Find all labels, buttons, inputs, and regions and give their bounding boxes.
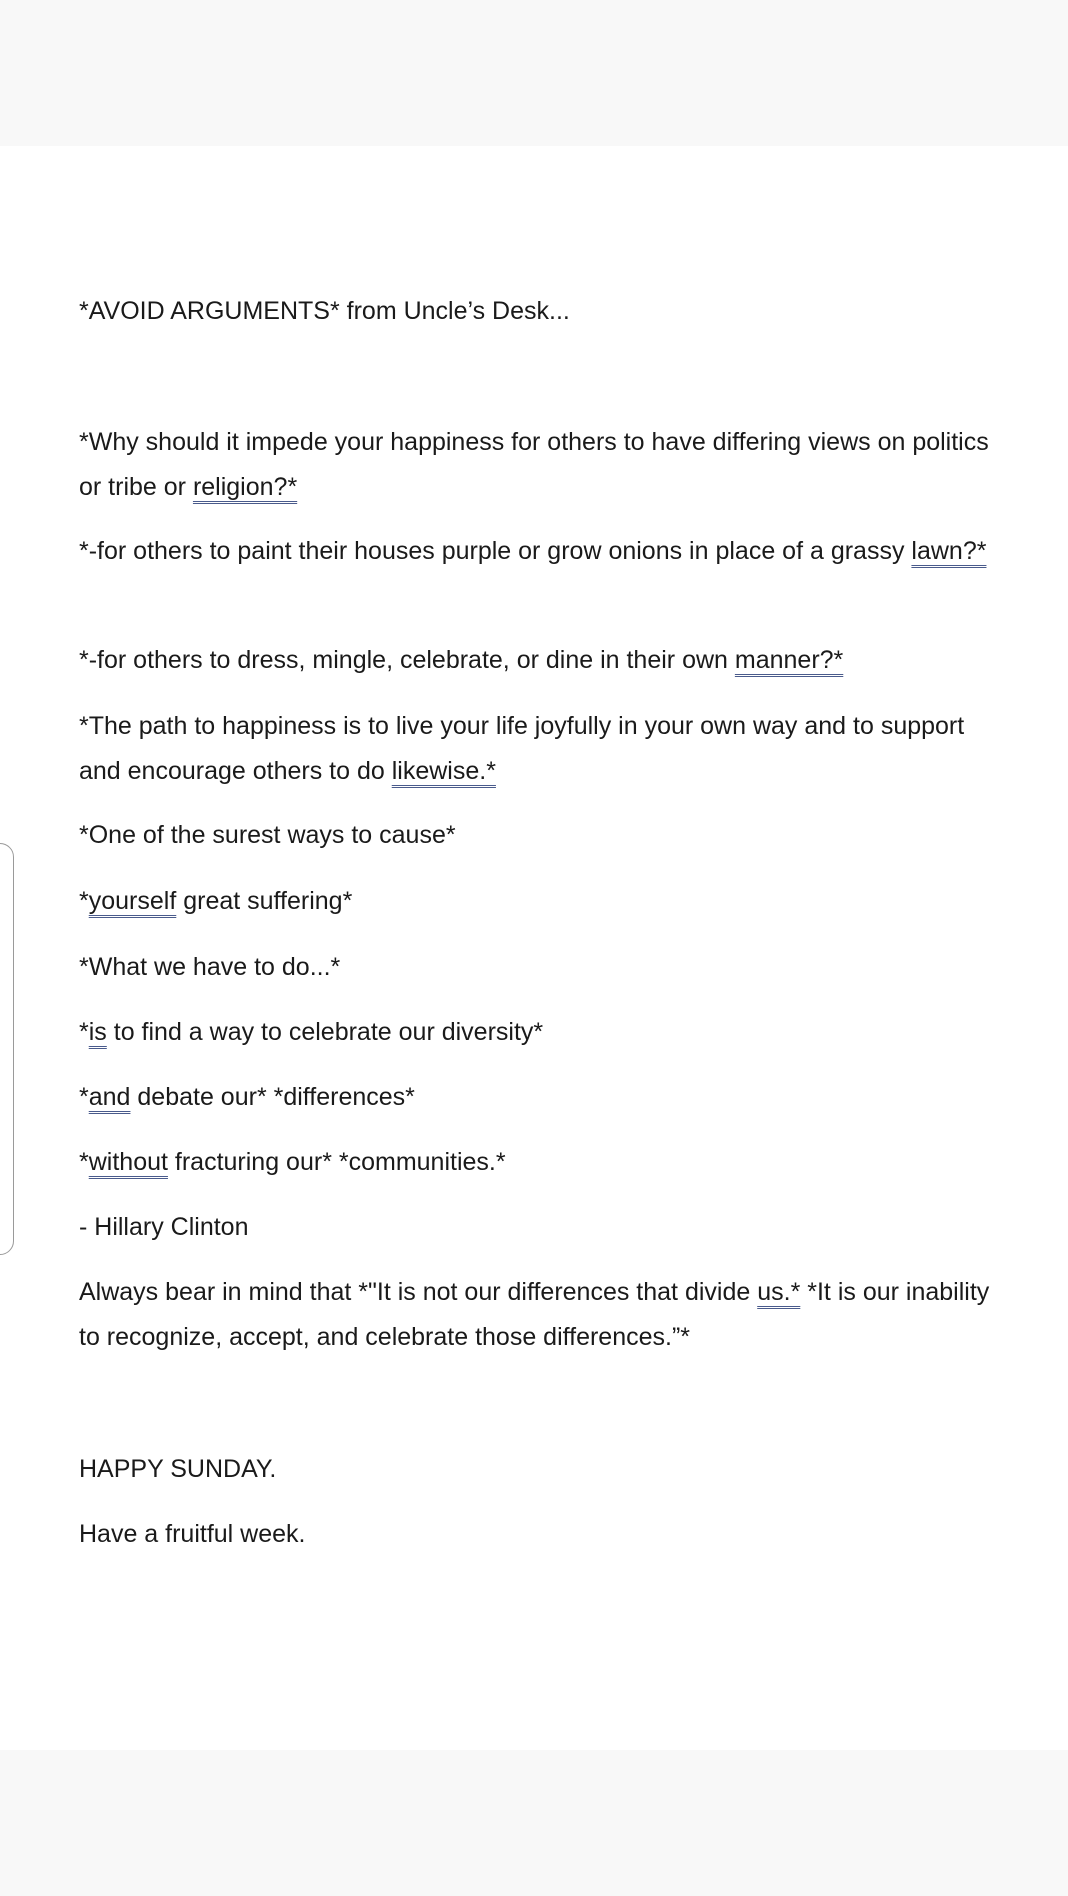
paragraph-1: *Why should it impede your happiness for others to have differing views on politics or tribe or religion?*: [79, 428, 989, 501]
paragraph-6: *yourself great suffering*: [79, 887, 353, 915]
spellcheck-word: and: [88, 1083, 131, 1111]
closing-greeting: HAPPY SUNDAY.: [79, 1455, 277, 1483]
top-margin: [0, 0, 1068, 146]
bottom-margin: [0, 1750, 1068, 1896]
spellcheck-word: likewise.*: [391, 757, 496, 785]
closing-wish: Have a fruitful week.: [79, 1520, 306, 1548]
document-heading: *AVOID ARGUMENTS* from Uncle’s Desk...: [79, 297, 570, 325]
spellcheck-word: religion?*: [192, 473, 298, 501]
spellcheck-word: us.*: [757, 1278, 801, 1306]
spellcheck-word: manner?*: [734, 646, 844, 674]
paragraph-10: *without fracturing our* *communities.*: [79, 1148, 506, 1176]
spellcheck-word: lawn?*: [911, 537, 987, 565]
paragraph-12: Always bear in mind that *"It is not our differences that divide us.* *It is our inability to recognize, accept, and celebrate those differences.”*: [79, 1278, 990, 1351]
paragraph-2: *-for others to paint their houses purple or grow onions in place of a grassy lawn?*: [79, 537, 987, 565]
paragraph-3: *-for others to dress, mingle, celebrate, or dine in their own manner?*: [79, 646, 844, 674]
quote-attribution: - Hillary Clinton: [79, 1213, 249, 1241]
spellcheck-word: yourself: [88, 887, 177, 915]
spellcheck-word: is: [88, 1018, 107, 1046]
paragraph-5: *One of the surest ways to cause*: [79, 821, 456, 849]
spellcheck-word: without: [88, 1148, 168, 1176]
paragraph-7: *What we have to do...*: [79, 953, 341, 981]
side-panel-handle[interactable]: [0, 843, 14, 1255]
paragraph-9: *and debate our* *differences*: [79, 1083, 415, 1111]
paragraph-8: *is to find a way to celebrate our diversity*: [79, 1018, 544, 1046]
paragraph-4: *The path to happiness is to live your life joyfully in your own way and to support and encourage others to do likewise.*: [79, 712, 965, 785]
